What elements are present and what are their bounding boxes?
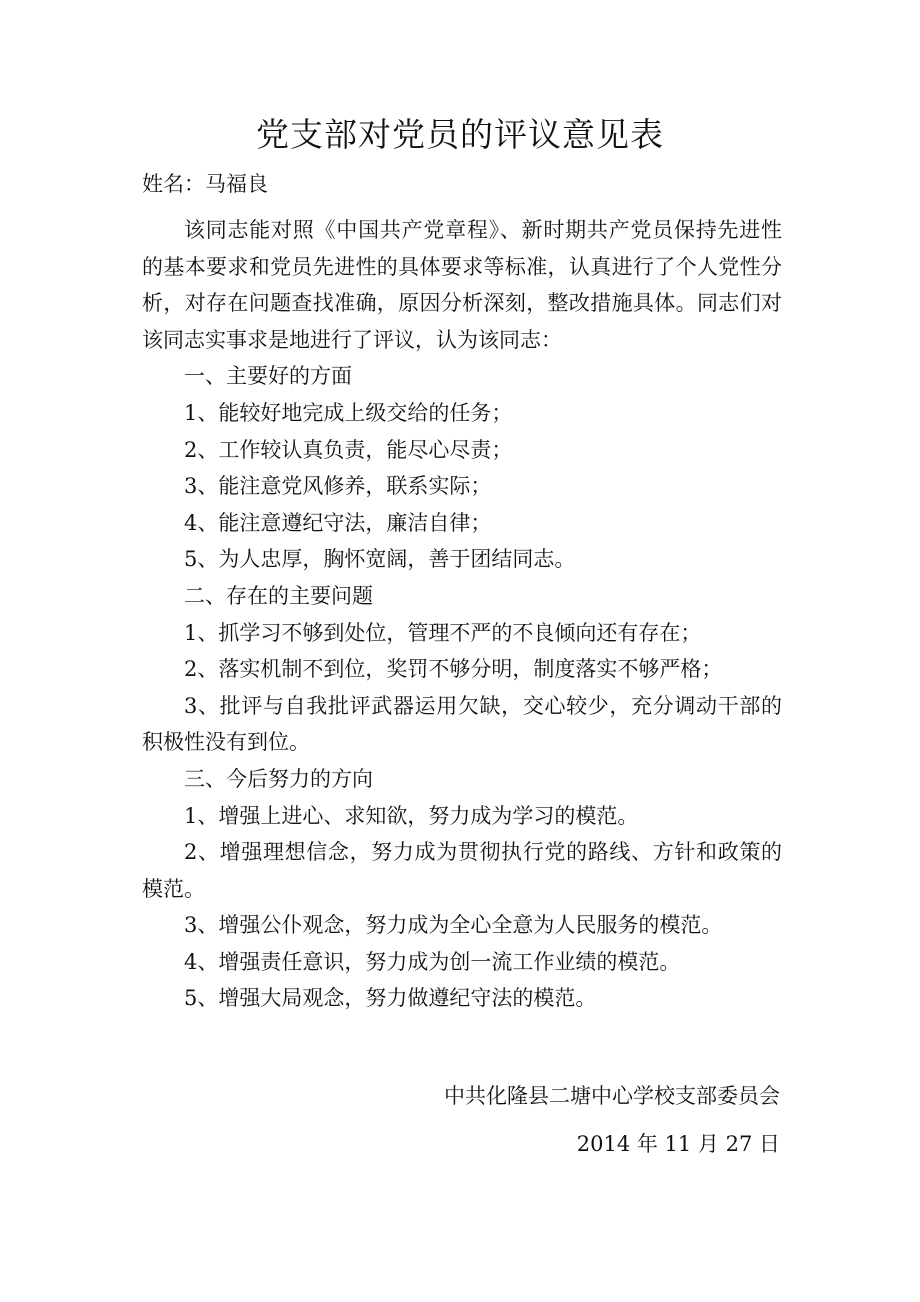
list-item: 2、落实机制不到位，奖罚不够分明，制度落实不够严格；: [184, 657, 723, 682]
list-item: 2、工作较认真负责，能尽心尽责；: [184, 437, 513, 462]
list-item: 5、增强大局观念，努力做遵纪守法的模范。: [184, 986, 597, 1011]
list-item: 4、能注意遵纪守法，廉洁自律；: [184, 510, 492, 535]
list-item: 3、能注意党风修养，联系实际；: [184, 474, 492, 499]
signature-organization: 中共化隆县二塘中心学校支部委员会: [444, 1084, 780, 1108]
document-title: 党支部对党员的评议意见表: [256, 115, 664, 154]
list-item: 4、增强责任意识，努力成为创一流工作业绩的模范。: [184, 949, 681, 974]
list-item: 1、增强上进心、求知欲，努力成为学习的模范。: [184, 803, 639, 828]
section-heading: 二、存在的主要问题: [184, 583, 373, 608]
list-item: 3、增强公仆观念，努力成为全心全意为人民服务的模范。: [184, 913, 723, 938]
signature-date: 2014 年 11 月 27 日: [576, 1132, 780, 1156]
list-item: 1、抓学习不够到处位，管理不严的不良倾向还有存在；: [184, 620, 702, 645]
section-heading: 一、主要好的方面: [184, 364, 352, 389]
list-item: 1、能较好地完成上级交给的任务；: [184, 400, 513, 425]
intro-paragraph: 该同志能对照《中国共产党章程》、新时期共产党员保持先进性的基本要求和党员先进性的具体要求等标准，认真进行了个人党性分析，对存在问题查找准确，原因分析深刻，整改措施具体。同志们对该同志实事求是地进行了评议，认为该同志：: [142, 218, 782, 352]
name-line: 姓名：马福良: [142, 172, 268, 196]
section-heading: 三、今后努力的方向: [184, 766, 373, 791]
document-body: [142, 212, 782, 1017]
list-item: 2、增强理想信念，努力成为贯彻执行党的路线、方针和政策的模范。: [142, 840, 782, 901]
list-item: 3、批评与自我批评武器运用欠缺，交心较少，充分调动干部的积极性没有到位。: [142, 693, 782, 755]
list-item: 5、为人忠厚，胸怀宽阔，善于团结同志。: [184, 547, 576, 572]
